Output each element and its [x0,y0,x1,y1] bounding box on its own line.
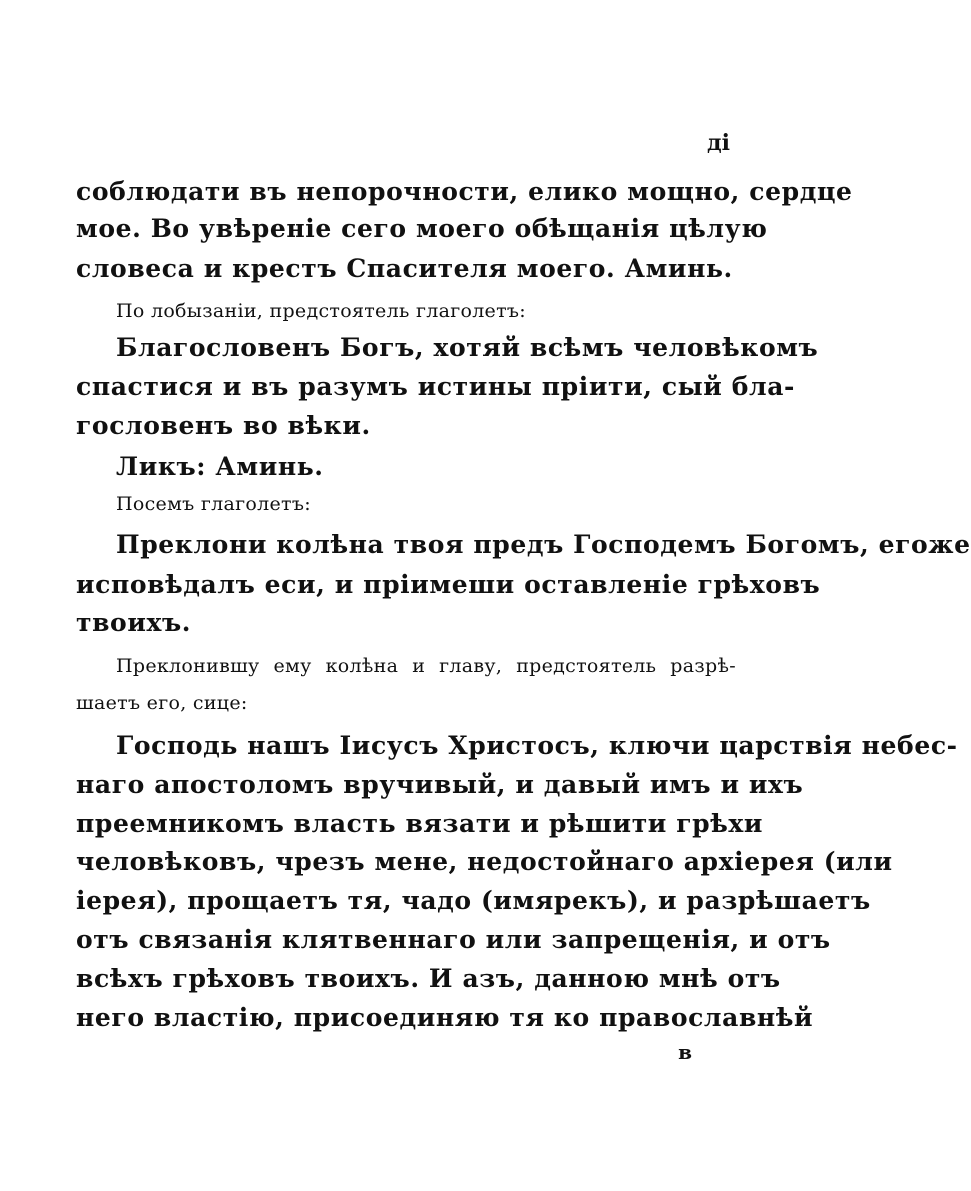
text-line: Господь нашъ Іисусъ Христосъ, ключи царствія небес- [116,731,958,760]
text-line: твоихъ. [76,608,192,637]
text-line: Ликъ: Аминь. [116,452,324,481]
text-line: преемникомъ власть вязати и рѣшити грѣхи [76,809,764,838]
page-number-top: ді [706,130,730,156]
rubric-line: По лобызаніи, предстоятель глаголетъ: [116,300,527,322]
text-line: отъ связанія клятвеннаго или запрещенія, и отъ [76,925,831,954]
text-line: мое. Во увѣреніе сего моего обѣщанія цѣлую [76,214,768,243]
text-line: Благословенъ Богъ, хотяй всѣмъ человѣкомъ [116,333,819,362]
text-line: спастися и въ разумъ истины пріити, сый бла- [76,372,796,401]
text-line: іерея), прощаетъ тя, чадо (имярекъ), и разрѣшаетъ [76,886,871,915]
text-line: него властію, присоединяю тя ко православнѣй [76,1003,814,1032]
text-line: исповѣдалъ еси, и пріимеши оставленіе грѣховъ [76,570,821,599]
text-line: Преклони колѣна твоя предъ Господемъ Богомъ, егоже [116,530,971,559]
signature-mark: в [678,1040,692,1064]
text-line: всѣхъ грѣховъ твоихъ. И азъ, данною мнѣ отъ [76,964,781,993]
text-line: словеса и крестъ Спасителя моего. Аминь. [76,254,733,283]
rubric-line: Преклонившу ему колѣна и главу, предстоятель разрѣ- [116,655,736,677]
text-line: гословенъ во вѣки. [76,411,371,440]
text-line: человѣковъ, чрезъ мене, недостойнаго архіерея (или [76,847,893,876]
rubric-line: Посемъ глаголетъ: [116,493,311,515]
rubric-line: шаетъ его, сице: [76,692,248,714]
text-line: наго апостоломъ вручивый, и давый имъ и ихъ [76,770,804,799]
text-line: соблюдати въ непорочности, елико мощно, сердце [76,177,853,206]
